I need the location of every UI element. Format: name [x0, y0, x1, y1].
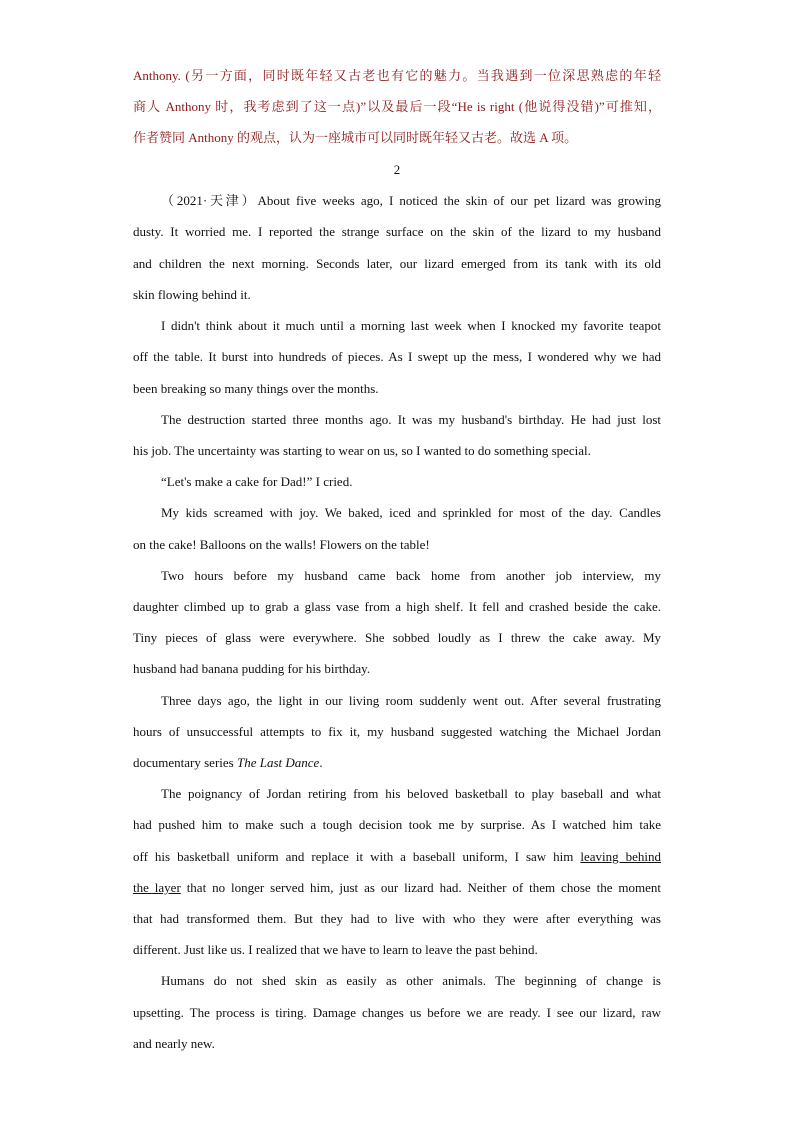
- passage-text: documentary series: [133, 755, 237, 770]
- passage-line: [133, 880, 661, 896]
- passage-line: husband had banana pudding for his birthday.: [133, 661, 371, 676]
- underlined-phrase: leaving behind: [580, 849, 661, 864]
- passage-line: I didn't think about it much until a morning last week when I knocked my favorite teapot: [161, 318, 661, 333]
- passage-line: different. Just like us. I realized that we have to learn to leave the past behind.: [133, 942, 538, 957]
- answer-line-1: Anthony. (另一方面，同时既年轻又古老也有它的魅力。当我遇到一位深思熟虑的年轻: [133, 68, 661, 83]
- documentary-title: The Last Dance: [236, 755, 320, 770]
- passage-line: [133, 755, 661, 771]
- passage-text: that no longer served him, just as our lizard had. Neither of them chose the moment: [180, 880, 661, 895]
- passage-line: and children the next morning. Seconds later, our lizard emerged from its tank with its old: [133, 256, 661, 271]
- passage-line: Three days ago, the light in our living room suddenly went out. After several frustrating: [161, 693, 661, 708]
- passage-line: Tiny pieces of glass were everywhere. She sobbed loudly as I threw the cake away. My: [133, 630, 661, 645]
- passage-line: dusty. It worried me. I reported the strange surface on the skin of the lizard to my husband: [133, 224, 661, 239]
- passage-line: daughter climbed up to grab a glass vase from a high shelf. It fell and crashed beside the cake.: [133, 599, 661, 614]
- passage-line: on the cake! Balloons on the walls! Flowers on the table!: [133, 537, 430, 552]
- passage-line: My kids screamed with joy. We baked, iced and sprinkled for most of the day. Candles: [161, 505, 661, 520]
- answer-line-3: 作者赞同 Anthony 的观点，认为一座城市可以同时既年轻又古老。故选 A 项。: [133, 130, 578, 145]
- passage-line: skin flowing behind it.: [133, 287, 251, 302]
- passage-line: his job. The uncertainty was starting to wear on us, so I wanted to do something special.: [133, 443, 591, 458]
- passage-line: upsetting. The process is tiring. Damage changes us before we are ready. I see our lizard, raw: [133, 1005, 661, 1020]
- passage-line: Humans do not shed skin as easily as other animals. The beginning of change is: [161, 973, 661, 988]
- passage-line: off the table. It burst into hundreds of pieces. As I swept up the mess, I wondered why we had: [133, 349, 661, 364]
- underlined-phrase: the layer: [133, 880, 181, 895]
- passage-line: “Let's make a cake for Dad!” I cried.: [161, 474, 353, 489]
- passage-line: that had transformed them. But they had to live with who they were after everything was: [133, 911, 661, 926]
- passage-line: The poignancy of Jordan retiring from his beloved basketball to play baseball and what: [161, 786, 661, 801]
- answer-line-2: 商人 Anthony 时，我考虑到了这一点)”以及最后一段“He is right (他说得没错)”可推知，: [133, 99, 661, 114]
- passage-line: had pushed him to make such a tough decision took me by surprise. As I watched him take: [133, 817, 661, 832]
- passage-line: （2021·天津）About five weeks ago, I noticed the skin of our pet lizard was growing: [161, 193, 661, 208]
- passage-line: Two hours before my husband came back home from another job interview, my: [161, 568, 661, 583]
- passage-text: .: [319, 755, 323, 770]
- passage-line: [133, 849, 661, 865]
- passage-text: off his basketball uniform and replace it with a baseball uniform, I saw him: [133, 849, 581, 864]
- passage-line: hours of unsuccessful attempts to fix it, my husband suggested watching the Michael Jordan: [133, 724, 661, 739]
- passage-line: The destruction started three months ago. It was my husband's birthday. He had just lost: [161, 412, 661, 427]
- passage-line: been breaking so many things over the months.: [133, 381, 379, 396]
- question-number: 2: [393, 162, 401, 177]
- passage-line: and nearly new.: [133, 1036, 215, 1051]
